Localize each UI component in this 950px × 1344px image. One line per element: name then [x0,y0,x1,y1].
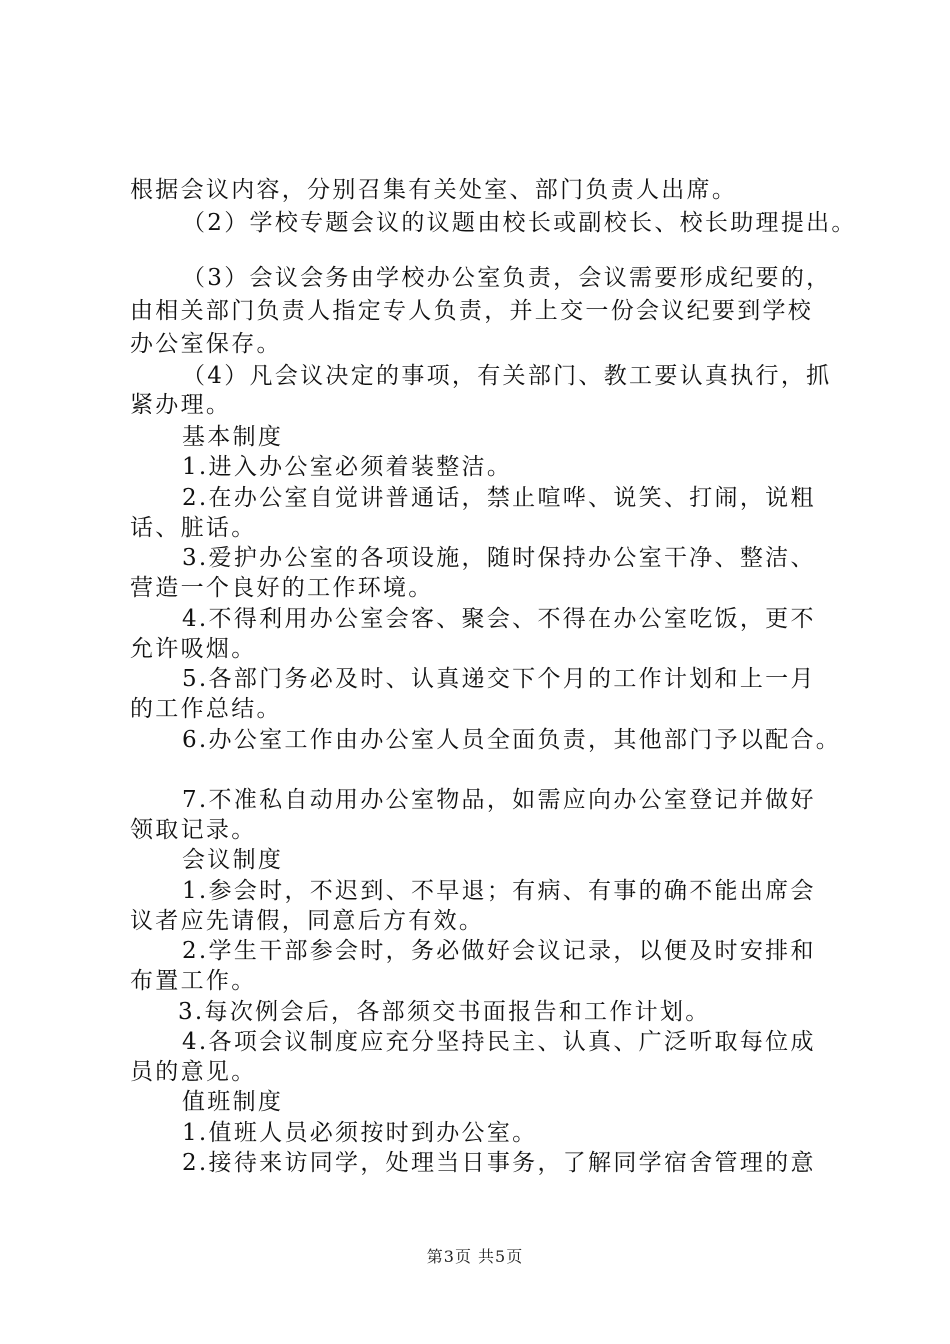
text-line: 2.在办公室自觉讲普通话，禁止喧哗、说笑、打闹，说粗 [182,485,816,511]
text-line: 由相关部门负责人指定专人负责，并上交一份会议纪要到学校 [130,298,814,324]
text-line: 允许吸烟。 [130,636,257,662]
text-line: （2）学校专题会议的议题由校长或副校长、校长助理提出。 [182,210,857,236]
text-line: （3）会议会务由学校办公室负责，会议需要形成纪要的， [182,265,832,291]
text-line: 话、脏话。 [130,515,257,541]
text-line: 3.每次例会后，各部须交书面报告和工作计划。 [178,999,711,1025]
text-line: 1.值班人员必须按时到办公室。 [182,1120,538,1146]
section-heading: 会议制度 [182,847,284,873]
text-line: 议者应先请假，同意后方有效。 [130,908,485,934]
section-heading: 基本制度 [182,424,284,450]
text-line: 6.办公室工作由办公室人员全面负责，其他部门予以配合。 [182,727,842,753]
text-line: 紧办理。 [130,392,232,418]
text-line: 7.不准私自动用办公室物品，如需应向办公室登记并做好 [182,787,816,813]
text-line: （4）凡会议决定的事项，有关部门、教工要认真执行，抓 [182,363,832,389]
text-line: 1.进入办公室必须着装整洁。 [182,454,513,480]
text-line: 根据会议内容，分别召集有关处室、部门负责人出席。 [130,177,738,203]
text-line: 办公室保存。 [130,331,282,357]
text-line: 2.学生干部参会时，务必做好会议记录，以便及时安排和 [182,938,816,964]
text-line: 4.各项会议制度应充分坚持民主、认真、广泛听取每位成 [182,1029,816,1055]
text-line: 4.不得利用办公室会客、聚会、不得在办公室吃饭，更不 [182,606,816,632]
text-line: 1.参会时，不迟到、不早退；有病、有事的确不能出席会 [182,878,816,904]
text-line: 领取记录。 [130,817,257,843]
text-line: 5.各部门务必及时、认真递交下个月的工作计划和上一月 [182,666,816,692]
section-heading: 值班制度 [182,1089,284,1115]
page-footer: 第3页 共5页 [426,1247,524,1266]
text-line: 的工作总结。 [130,696,282,722]
text-line: 员的意见。 [130,1059,257,1085]
text-line: 2.接待来访同学，处理当日事务，了解同学宿舍管理的意 [182,1150,816,1176]
text-line: 3.爱护办公室的各项设施，随时保持办公室干净、整洁、 [182,545,816,571]
text-line: 布置工作。 [130,968,257,994]
text-line: 营造一个良好的工作环境。 [130,575,434,601]
